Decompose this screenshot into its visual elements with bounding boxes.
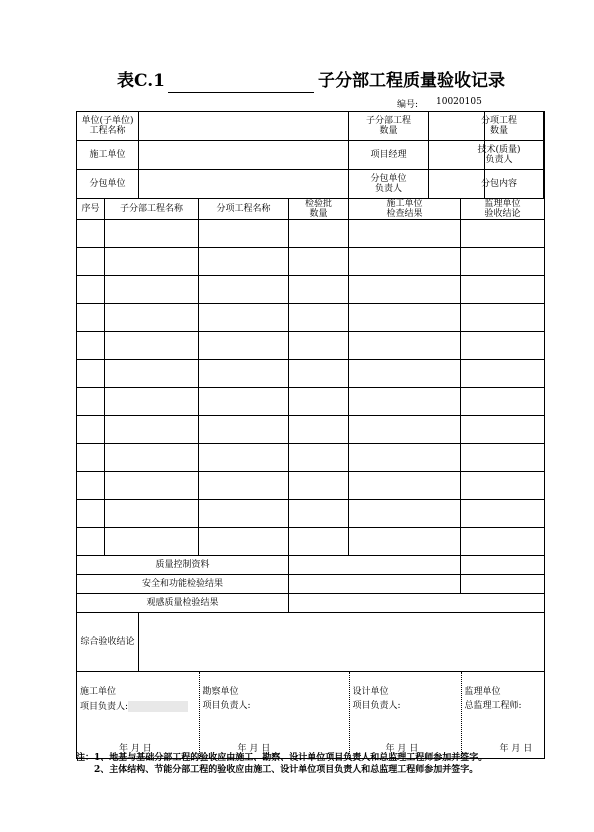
inspection-form-table: [76, 111, 545, 759]
cell-supervision-conclusion[interactable]: [461, 528, 545, 556]
cell-supervision-conclusion[interactable]: [461, 388, 545, 416]
cell-supervision-conclusion[interactable]: [461, 416, 545, 444]
cell-construction-result[interactable]: [349, 472, 461, 500]
cell-sub-item-name[interactable]: [199, 304, 289, 332]
cell-construction-result[interactable]: [349, 528, 461, 556]
cell-sub-division-name[interactable]: [105, 248, 199, 276]
cell-sub-item-name[interactable]: [199, 388, 289, 416]
cell-supervision-conclusion[interactable]: [461, 276, 545, 304]
cell-batch-count[interactable]: [289, 220, 349, 248]
table-row: [77, 220, 545, 248]
sub-leader-label: 分包单位 负责人: [349, 170, 429, 199]
appearance-label: 观感质量检验结果: [77, 594, 289, 613]
title-underline: [168, 92, 314, 93]
signature-constructor[interactable]: [77, 672, 199, 759]
signature-unit: 设计单位: [352, 687, 389, 697]
sub-division-count-label: 子分部工程 数量: [349, 112, 429, 141]
quality-control-result[interactable]: [289, 556, 461, 575]
cell-construction-result[interactable]: [349, 360, 461, 388]
unit-project-name-field[interactable]: [139, 112, 349, 141]
footnotes: [76, 752, 487, 776]
cell-sub-division-name[interactable]: [105, 332, 199, 360]
table-row: [77, 276, 545, 304]
cell-batch-count[interactable]: [289, 528, 349, 556]
cell-supervision-conclusion[interactable]: [461, 220, 545, 248]
constructor-field[interactable]: [139, 141, 349, 170]
data-rows: [77, 220, 545, 556]
page-title: 子分部工程质量验收记录: [318, 71, 505, 91]
code-label: 编号:: [397, 100, 419, 110]
cell-construction-result[interactable]: [349, 444, 461, 472]
signature-supervision[interactable]: [461, 672, 545, 759]
cell-no[interactable]: [77, 332, 105, 360]
col-no: 序号: [77, 199, 105, 220]
cell-no[interactable]: [77, 472, 105, 500]
cell-no[interactable]: [77, 360, 105, 388]
cell-no[interactable]: [77, 276, 105, 304]
cell-construction-result[interactable]: [349, 332, 461, 360]
cell-batch-count[interactable]: [289, 360, 349, 388]
col-supervision-conclusion: 监理单位 验收结论: [461, 199, 545, 220]
cell-no[interactable]: [77, 304, 105, 332]
cell-sub-item-name[interactable]: [199, 528, 289, 556]
cell-construction-result[interactable]: [349, 248, 461, 276]
footnote-2: 2、主体结构、节能分部工程的验收应由施工、设计单位项目负责人和总监理工程师参加并签字。: [76, 765, 479, 775]
constructor-label: 施工单位: [77, 141, 139, 170]
safety-function-conclusion[interactable]: [461, 575, 545, 594]
col-sub-item-name: 分项工程名称: [199, 199, 289, 220]
cell-batch-count[interactable]: [289, 332, 349, 360]
cell-batch-count[interactable]: [289, 500, 349, 528]
cell-batch-count[interactable]: [289, 388, 349, 416]
col-construction-result: 施工单位 检查结果: [349, 199, 461, 220]
cell-construction-result[interactable]: [349, 220, 461, 248]
cell-sub-item-name[interactable]: [199, 332, 289, 360]
signature-unit: 施工单位: [80, 687, 117, 697]
cell-sub-division-name[interactable]: [105, 276, 199, 304]
cell-supervision-conclusion[interactable]: [461, 360, 545, 388]
col-batch-count: 检验批 数量: [289, 199, 349, 220]
cell-no[interactable]: [77, 220, 105, 248]
safety-function-label: 安全和功能检验结果: [77, 575, 289, 594]
subcontractor-label: 分包单位: [77, 170, 139, 199]
code-value: 10020105: [436, 97, 482, 107]
cell-supervision-conclusion[interactable]: [461, 500, 545, 528]
table-row: [77, 332, 545, 360]
cell-no[interactable]: [77, 248, 105, 276]
cell-sub-item-name[interactable]: [199, 500, 289, 528]
signature-date: 年 月 日: [119, 744, 152, 754]
cell-sub-item-name[interactable]: [199, 220, 289, 248]
signature-design[interactable]: [349, 672, 461, 759]
footnote-1: 注：1、地基与基础分部工程的验收应由施工、勘察、设计单位项目负责人和总监理工程师参加并签字。: [76, 753, 488, 763]
conclusion-label: 综合验收结论: [77, 613, 139, 672]
cell-supervision-conclusion[interactable]: [461, 444, 545, 472]
col-sub-division-name: 子分部工程名称: [105, 199, 199, 220]
signature-input-shade: [128, 701, 188, 712]
appearance-result[interactable]: [289, 594, 545, 613]
cell-sub-division-name[interactable]: [105, 388, 199, 416]
cell-sub-division-name[interactable]: [105, 472, 199, 500]
cell-supervision-conclusion[interactable]: [461, 248, 545, 276]
table-row: [77, 500, 545, 528]
cell-supervision-conclusion[interactable]: [461, 332, 545, 360]
cell-batch-count[interactable]: [289, 248, 349, 276]
cell-no[interactable]: [77, 416, 105, 444]
cell-sub-division-name[interactable]: [105, 360, 199, 388]
title-row: [0, 66, 594, 94]
cell-sub-item-name[interactable]: [199, 416, 289, 444]
cell-sub-item-name[interactable]: [199, 444, 289, 472]
cell-supervision-conclusion[interactable]: [461, 304, 545, 332]
signature-date: 年 月 日: [385, 744, 419, 754]
subcontractor-field[interactable]: [139, 170, 349, 199]
signature-person: 项目负责人:: [80, 701, 188, 712]
cell-batch-count[interactable]: [289, 416, 349, 444]
signature-unit: 勘察单位: [202, 687, 239, 697]
sub-item-count-label: 分项工程 数量: [455, 112, 544, 140]
table-row: [77, 304, 545, 332]
safety-function-result[interactable]: [289, 575, 461, 594]
table-row: [77, 248, 545, 276]
cell-batch-count[interactable]: [289, 472, 349, 500]
cell-supervision-conclusion[interactable]: [461, 472, 545, 500]
cell-sub-item-name[interactable]: [199, 276, 289, 304]
table-row: [77, 472, 545, 500]
cell-sub-item-name[interactable]: [199, 360, 289, 388]
cell-no[interactable]: [77, 500, 105, 528]
cell-batch-count[interactable]: [289, 276, 349, 304]
cell-sub-division-name[interactable]: [105, 528, 199, 556]
signature-date: 年 月 日: [499, 744, 533, 754]
signature-person: 项目负责人:: [202, 701, 251, 711]
project-manager-label: 项目经理: [349, 141, 429, 170]
cell-construction-result[interactable]: [349, 416, 461, 444]
unit-project-name-label: 单位(子单位) 工程名称: [77, 112, 139, 141]
cell-sub-item-name[interactable]: [199, 248, 289, 276]
cell-sub-division-name[interactable]: [105, 500, 199, 528]
cell-sub-division-name[interactable]: [105, 416, 199, 444]
cell-sub-item-name[interactable]: [199, 472, 289, 500]
cell-no[interactable]: [77, 388, 105, 416]
cell-no[interactable]: [77, 444, 105, 472]
sub-content-label: 分包内容: [455, 170, 544, 198]
table-row: [77, 388, 545, 416]
cell-sub-division-name[interactable]: [105, 304, 199, 332]
cell-construction-result[interactable]: [349, 500, 461, 528]
table-row: [77, 444, 545, 472]
cell-construction-result[interactable]: [349, 304, 461, 332]
signature-survey[interactable]: [199, 672, 349, 759]
cell-sub-division-name[interactable]: [105, 220, 199, 248]
signature-date: 年 月 日: [237, 744, 271, 754]
sub-content-cell: [481, 170, 545, 199]
tech-leader-cell: [477, 141, 545, 170]
table-row: [77, 416, 545, 444]
cell-no[interactable]: [77, 528, 105, 556]
form-number: 表C.1: [117, 71, 165, 91]
sub-item-count-cell: [481, 112, 545, 141]
cell-sub-division-name[interactable]: [105, 444, 199, 472]
table-row: [77, 528, 545, 556]
conclusion-field[interactable]: [139, 613, 545, 672]
quality-control-label: 质量控制资料: [77, 556, 289, 575]
cell-batch-count[interactable]: [289, 304, 349, 332]
table-row: [77, 360, 545, 388]
signature-unit: 监理单位: [464, 687, 501, 697]
signature-person: 总监理工程师:: [464, 701, 522, 711]
cell-batch-count[interactable]: [289, 444, 349, 472]
signature-person: 项目负责人:: [352, 701, 401, 711]
cell-construction-result[interactable]: [349, 276, 461, 304]
quality-control-conclusion[interactable]: [461, 556, 545, 575]
tech-leader-label: 技术(质量) 负责人: [455, 141, 544, 169]
cell-construction-result[interactable]: [349, 388, 461, 416]
